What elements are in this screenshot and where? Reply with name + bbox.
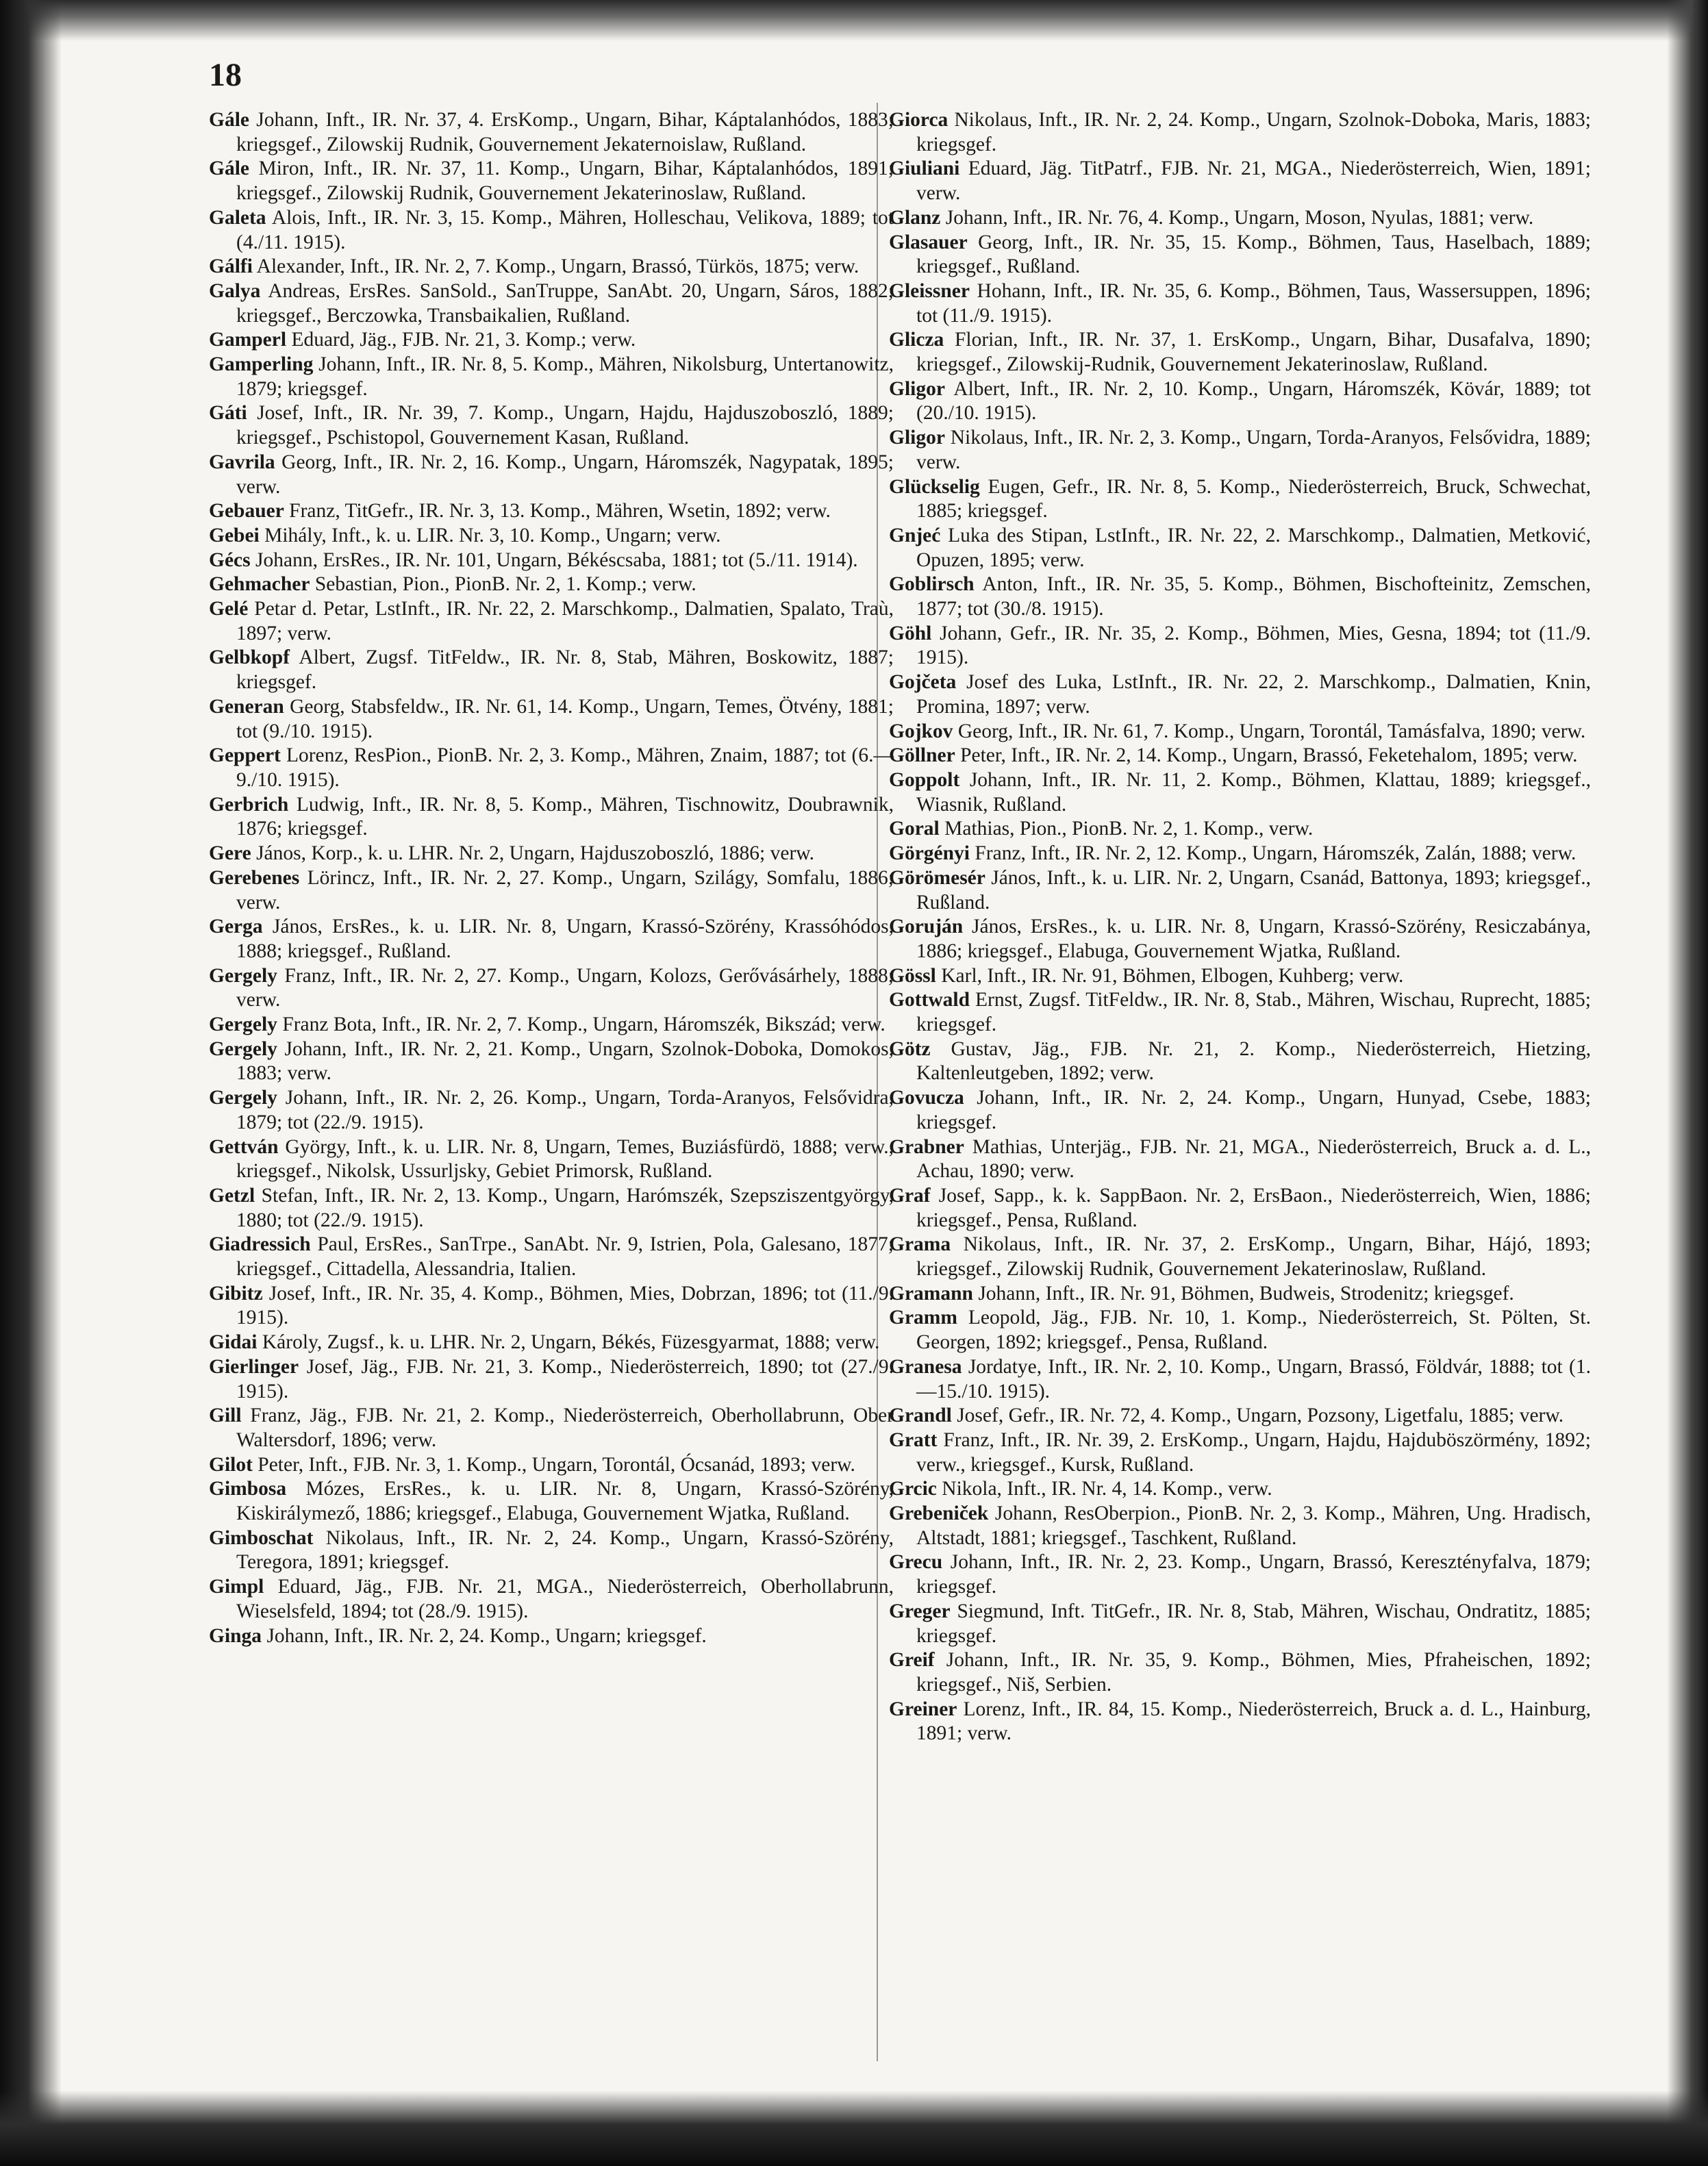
entry-surname: Gergely [209,1037,277,1060]
entry-surname: Gále [209,109,249,131]
entry-details: Mathias, Unterjäg., FJB. Nr. 21, MGA., Niederösterreich, Bruck a. d. L., Achau, 1890; verw. [916,1135,1591,1183]
entry-surname: Gottwald [889,989,970,1011]
entry-surname: Goral [889,818,940,840]
entry-details: Josef, Gefr., IR. Nr. 72, 4. Komp., Ungarn, Pozsony, Ligetfalu, 1885; verw. [951,1405,1564,1427]
entry-details: Josef des Luka, LstInft., IR. Nr. 22, 2. Marschkomp., Dalmatien, Knin, Promina, 1897; verw. [916,671,1591,718]
entry-details: Johann, Inft., IR. Nr. 2, 24. Komp., Ungarn; kriegsgef. [262,1624,707,1647]
register-entry [889,426,1591,475]
entry-surname: Gebauer [209,500,284,522]
entry-surname: Giuliani [889,158,960,180]
entry-details: Johann, Inft., IR. Nr. 37, 4. ErsKomp., Ungarn, Bihar, Káptalanhódos, 1883; kriegsgef., Zilowskij Rudnik, Gouvernement Jekaternoislaw, Rußland. [236,109,894,155]
register-entry [209,1526,894,1575]
entry-surname: Glanz [889,206,941,229]
entry-details: Siegmund, Inft. TitGefr., IR. Nr. 8, Stab, Mähren, Wischau, Ondratitz, 1885; kriegsgef. [916,1600,1591,1647]
register-entry [209,1233,894,1281]
entry-details: Peter, Inft., IR. Nr. 2, 14. Komp., Ungarn, Brassó, Feketehalom, 1895; verw. [955,744,1578,767]
entry-surname: Gergely [209,1087,277,1109]
register-entry [209,744,894,792]
entry-surname: Gligor [889,427,945,449]
entry-details: Josef, Jäg., FJB. Nr. 21, 3. Komp., Niederösterreich, 1890; tot (27./9. 1915). [236,1355,894,1402]
register-entry [889,206,1591,231]
entry-surname: Gimbosa [209,1478,287,1500]
register-entry [209,451,894,499]
register-entry [209,549,894,573]
entry-surname: Grecu [889,1551,943,1574]
entry-surname: Grebeniček [889,1502,989,1525]
entry-details: Luka des Stipan, LstInft., IR. Nr. 22, 2. Marschkomp., Dalmatien, Metković, Opuzen, 1895; verw. [916,524,1591,571]
register-entry [889,524,1591,572]
entry-details: Lörincz, Inft., IR. Nr. 2, 27. Komp., Ungarn, Szilágy, Somfalu, 1886; verw. [236,866,894,914]
entry-details: Miron, Inft., IR. Nr. 37, 11. Komp., Ungarn, Bihar, Káptalanhódos, 1891; kriegsgef., Zilowskij Rudnik, Gouvernement Jekaterinoslaw, Rußland. [236,158,894,205]
entry-surname: Gidai [209,1331,258,1354]
entry-surname: Gilot [209,1453,253,1476]
entry-surname: Gálfi [209,255,253,278]
register-entry [889,1184,1591,1233]
entry-surname: Gettván [209,1135,279,1158]
entry-details: Eugen, Gefr., IR. Nr. 8, 5. Komp., Niederösterreich, Bruck, Schwechat, 1885; kriegsgef. [916,475,1591,522]
entry-details: Hohann, Inft., IR. Nr. 35, 6. Komp., Böhmen, Taus, Wassersuppen, 1896; tot (11./9. 1915). [916,279,1591,327]
register-entry [209,1013,894,1037]
register-entry [209,866,894,915]
entry-surname: Gavrila [209,451,275,473]
scan-shadow-right [1667,0,1708,2166]
entry-details: Georg, Inft., IR. Nr. 35, 15. Komp., Böhmen, Taus, Haselbach, 1889; kriegsgef., Rußland. [916,231,1591,278]
register-entry [209,401,894,450]
entry-surname: Gill [209,1405,242,1427]
entry-surname: Goblirsch [889,573,975,596]
register-entry [209,793,894,842]
entry-surname: Galeta [209,206,266,229]
register-entry [889,622,1591,670]
register-entry [889,1648,1591,1697]
entry-surname: Gojčeta [889,671,957,694]
register-entry [209,1624,894,1649]
entry-surname: Gierlinger [209,1355,299,1378]
register-entry [889,1086,1591,1135]
entry-details: Florian, Inft., IR. Nr. 37, 1. ErsKomp., Ungarn, Bihar, Dusafalva, 1890; kriegsgef., Zilowskij-Rudnik, Gouvernement Jekaterinoslaw, Rußland. [916,329,1591,376]
entry-surname: Grabner [889,1135,964,1158]
entry-details: Karl, Inft., IR. Nr. 91, Böhmen, Elbogen, Kuhberg; verw. [935,964,1404,987]
entry-surname: Gössl [889,964,936,987]
entry-details: Franz, Inft., IR. Nr. 2, 12. Komp., Ungarn, Háromszék, Zalán, 1888; verw. [970,842,1577,865]
register-entry [889,231,1591,279]
register-entry [209,842,894,866]
entry-details: Peter, Inft., FJB. Nr. 3, 1. Komp., Ungarn, Torontál, Ócsanád, 1893; verw. [252,1453,855,1476]
entry-surname: Gelbkopf [209,646,290,669]
entry-details: Nikolaus, Inft., IR. Nr. 2, 24. Komp., Ungarn, Szolnok-Doboka, Maris, 1883; kriegsgef. [916,109,1591,155]
entry-surname: Gramann [889,1282,973,1305]
entry-details: Albert, Zugsf. TitFeldw., IR. Nr. 8, Stab, Mähren, Boskowitz, 1887; kriegsgef. [236,646,894,694]
entry-details: György, Inft., k. u. LIR. Nr. 8, Ungarn, Temes, Buziásfürdö, 1888; verw., kriegsgef., Nikolsk, Ussurljsky, Gebiet Primorsk, Rußland. [236,1135,894,1183]
entry-surname: Greger [889,1600,951,1622]
register-entry [209,255,894,279]
entry-details: Alexander, Inft., IR. Nr. 2, 7. Komp., Ungarn, Brassó, Türkös, 1875; verw. [252,255,859,278]
entry-details: Nikolaus, Inft., IR. Nr. 37, 2. ErsKomp., Ungarn, Bihar, Hájó, 1893; kriegsgef., Zilowskij Rudnik, Gouvernement Jekaterinoslaw, Rußland. [916,1233,1591,1281]
register-entry [209,1477,894,1526]
register-entry [889,744,1591,768]
register-entry [209,1404,894,1452]
entry-surname: Gerbrich [209,793,289,816]
register-entry [889,670,1591,719]
register-entry [889,377,1591,426]
entry-details: Franz, TitGefr., IR. Nr. 3, 13. Komp., Mähren, Wsetin, 1892; verw. [284,500,831,522]
entry-details: Gustav, Jäg., FJB. Nr. 21, 2. Komp., Niederösterreich, Hietzing, Kaltenleutgeben, 1892; verw. [916,1037,1591,1085]
entry-surname: Grcic [889,1478,937,1500]
register-entry [889,817,1591,842]
entry-surname: Gramm [889,1307,957,1329]
entry-details: Sebastian, Pion., PionB. Nr. 2, 1. Komp.; verw. [310,573,696,596]
entry-details: Johann, Inft., IR. Nr. 2, 21. Komp., Ungarn, Szolnok-Doboka, Domokos, 1883; verw. [236,1037,894,1085]
entry-surname: Glicza [889,329,944,351]
register-entry [889,1477,1591,1502]
entry-details: Leopold, Jäg., FJB. Nr. 10, 1. Komp., Niederösterreich, St. Pölten, St. Georgen, 1892; kriegsgef., Pensa, Rußland. [916,1307,1591,1354]
entry-surname: Göhl [889,622,932,644]
entry-surname: Gelé [209,598,249,620]
entry-details: Mihály, Inft., k. u. LIR. Nr. 3, 10. Komp., Ungarn; verw. [259,524,721,546]
entry-surname: Gále [209,158,249,180]
register-entry [889,1037,1591,1086]
entry-details: Károly, Zugsf., k. u. LHR. Nr. 2, Ungarn, Békés, Füzesgyarmat, 1888; verw. [257,1331,880,1354]
page-number: 18 [209,57,242,93]
register-entry [889,328,1591,377]
entry-surname: Giorca [889,109,949,131]
entry-details: Nikola, Inft., IR. Nr. 4, 14. Komp., verw. [936,1478,1272,1500]
register-entry [209,646,894,694]
entry-details: Franz, Inft., IR. Nr. 2, 27. Komp., Ungarn, Kolozs, Gerővásárhely, 1888; verw. [236,964,894,1011]
entry-details: Albert, Inft., IR. Nr. 2, 10. Komp., Ungarn, Háromszék, Kövár, 1889; tot (20./10. 1915). [916,377,1591,425]
entry-surname: Gojkov [889,720,953,742]
register-entry [889,157,1591,205]
register-entry [889,572,1591,621]
entry-surname: Gergely [209,964,277,987]
register-entry [209,108,894,157]
register-entry [209,1331,894,1355]
register-entry [889,1428,1591,1477]
register-entry [889,1698,1591,1746]
entry-surname: Gamperl [209,329,287,351]
register-entry [889,964,1591,989]
entry-details: Jordatye, Inft., IR. Nr. 2, 10. Komp., Ungarn, Brassó, Földvár, 1888; tot (1.—15./10. 1915). [916,1355,1591,1402]
register-entry [209,1575,894,1624]
register-entry [889,1404,1591,1428]
entry-details: Eduard, Jäg., FJB. Nr. 21, MGA., Niederösterreich, Oberhollabrunn, Wieselsfeld, 1894; tot (28./9. 1915). [236,1576,894,1622]
entry-details: Franz Bota, Inft., IR. Nr. 2, 7. Komp., Ungarn, Háromszék, Bikszád; verw. [277,1013,886,1036]
entry-details: Ludwig, Inft., IR. Nr. 8, 5. Komp., Mähren, Tischnowitz, Doubrawnik, 1876; kriegsgef. [236,793,894,840]
entry-details: Johann, Inft., IR. Nr. 2, 24. Komp., Ungarn, Hunyad, Csebe, 1883; kriegsgef. [916,1087,1591,1133]
entry-details: Johann, ResOberpion., PionB. Nr. 2, 3. Komp., Mähren, Ung. Hradisch, Altstadt, 1881; kriegsgef., Taschkent, Rußland. [916,1502,1591,1549]
register-entry [889,108,1591,157]
register-entry [209,524,894,549]
entry-surname: Götz [889,1037,931,1060]
entry-details: Josef, Inft., IR. Nr. 39, 7. Komp., Ungarn, Hajdu, Hajduszoboszló, 1889; kriegsgef., Pschistopol, Gouvernement Kasan, Rußland. [236,402,894,449]
entry-details: Johann, Inft., IR. Nr. 8, 5. Komp., Mähren, Nikolsburg, Untertanowitz, 1879; kriegsgef. [236,353,894,400]
register-entry [209,206,894,255]
entry-surname: Göllner [889,744,955,767]
register-entry [889,866,1591,915]
entry-surname: Gehmacher [209,573,310,596]
entry-surname: Gleissner [889,279,970,302]
entry-surname: Granesa [889,1355,962,1378]
entry-details: Johann, Inft., IR. Nr. 91, Böhmen, Budweis, Strodenitz; kriegsgef. [972,1282,1514,1305]
register-entry [889,1135,1591,1184]
entry-details: Johann, Gefr., IR. Nr. 35, 2. Komp., Böhmen, Mies, Gesna, 1894; tot (11./9. 1915). [916,622,1591,669]
entry-surname: Gamperling [209,353,314,376]
register-entry [209,499,894,524]
entry-details: Lorenz, Inft., IR. 84, 15. Komp., Niederösterreich, Bruck a. d. L., Hainburg, 1891; verw. [916,1698,1591,1745]
register-entry [889,1282,1591,1307]
entry-surname: Getzl [209,1184,255,1207]
register-entry [889,915,1591,964]
register-entry [209,1037,894,1086]
entry-surname: Gligor [889,377,945,400]
entry-details: Johann, ErsRes., IR. Nr. 101, Ungarn, Békéscsaba, 1881; tot (5./11. 1914). [250,549,858,571]
scan-shadow-left [0,0,62,2166]
register-entry [889,475,1591,524]
entry-details: Eduard, Jäg., FJB. Nr. 21, 3. Komp.; verw. [286,329,636,351]
register-entry [209,157,894,205]
register-entry [209,279,894,328]
register-entry [209,695,894,744]
entry-details: Stefan, Inft., IR. Nr. 2, 13. Komp., Ungarn, Harómszék, Szepsziszentgyörgy, 1880; tot (22./9. 1915). [236,1184,894,1231]
register-entry [889,1355,1591,1404]
entry-details: Franz, Inft., IR. Nr. 39, 2. ErsKomp., Ungarn, Hajdu, Hajduböszörmény, 1892; verw., kriegsgef., Kursk, Rußland. [916,1428,1591,1476]
entry-surname: Gergely [209,1013,277,1036]
entry-surname: Grandl [889,1405,952,1427]
entry-surname: Gáti [209,402,247,425]
register-entry [209,915,894,964]
entry-surname: Görömesér [889,866,985,889]
entry-details: János, Korp., k. u. LHR. Nr. 2, Ungarn, Hajduszoboszló, 1886; verw. [251,842,815,865]
entry-surname: Geppert [209,744,281,767]
entry-details: Johann, Inft., IR. Nr. 11, 2. Komp., Böhmen, Klattau, 1889; kriegsgef., Wiasnik, Rußland. [916,768,1591,816]
register-entry [209,1135,894,1184]
entry-surname: Gimpl [209,1576,264,1598]
entry-surname: Glasauer [889,231,968,253]
register-entry [889,988,1591,1037]
register-entry [209,1453,894,1478]
register-entry [889,720,1591,744]
register-entry [889,279,1591,328]
entry-details: Paul, ErsRes., SanTrpe., SanAbt. Nr. 9, Istrien, Pola, Galesano, 1877; kriegsgef., Cittadella, Alessandria, Italien. [236,1233,894,1281]
register-entry [209,353,894,401]
scan-shadow-bottom [0,2091,1708,2166]
register-entry [209,1355,894,1404]
entry-details: Ernst, Zugsf. TitFeldw., IR. Nr. 8, Stab., Mähren, Wischau, Ruprecht, 1885; kriegsgef. [916,989,1591,1036]
entry-details: János, Inft., k. u. LIR. Nr. 2, Ungarn, Csanád, Battonya, 1893; kriegsgef., Rußland. [916,866,1591,914]
register-entry [889,1550,1591,1599]
entry-details: Johann, Inft., IR. Nr. 2, 26. Komp., Ungarn, Torda-Aranyos, Felsővidra, 1879; tot (22./9. 1915). [236,1087,894,1133]
entry-surname: Greiner [889,1698,957,1720]
entry-surname: Govucza [889,1087,964,1109]
entry-surname: Generan [209,695,284,718]
register-entry [889,1502,1591,1550]
register-entry [209,572,894,597]
entry-details: Georg, Stabsfeldw., IR. Nr. 61, 14. Komp., Ungarn, Temes, Ötvény, 1881; tot (9./10. 1915). [236,695,894,742]
entry-details: János, ErsRes., k. u. LIR. Nr. 8, Ungarn, Krassó-Szörény, Krassóhódos, 1888; kriegsgef., Rußland. [236,916,894,962]
register-entry [889,1306,1591,1355]
entry-surname: Goruján [889,916,964,938]
entry-details: Petar d. Petar, LstInft., IR. Nr. 22, 2. Marschkomp., Dalmatien, Spalato, Traù, 1897; verw. [236,598,894,644]
entry-details: János, ErsRes., k. u. LIR. Nr. 8, Ungarn, Krassó-Szörény, Resiczabánya, 1886; kriegsgef., Elabuga, Gouvernement Wjatka, Rußland. [916,916,1591,962]
entry-details: Nikolaus, Inft., IR. Nr. 2, 24. Komp., Ungarn, Krassó-Szörény, Teregora, 1891; kriegsgef. [236,1526,894,1574]
entry-details: Josef, Inft., IR. Nr. 35, 4. Komp., Böhmen, Mies, Dobrzan, 1896; tot (11./9. 1915). [236,1282,894,1329]
entry-surname: Gnjeć [889,524,941,546]
entry-surname: Gerebenes [209,866,300,889]
entry-surname: Grama [889,1233,951,1256]
register-entry [889,1600,1591,1648]
entry-details: Johann, Inft., IR. Nr. 35, 9. Komp., Böhmen, Mies, Pfraheischen, 1892; kriegsgef., Niš, Serbien. [916,1649,1591,1696]
entry-surname: Goppolt [889,768,960,791]
entry-details: Alois, Inft., IR. Nr. 3, 15. Komp., Mähren, Holleschau, Velikova, 1889; tot (4./11. 1915). [236,206,894,253]
register-entry [209,1086,894,1135]
register-entry [209,328,894,353]
entry-surname: Gerga [209,916,263,938]
register-entry [209,597,894,646]
right-column [889,108,1591,1746]
entry-details: Georg, Inft., IR. Nr. 2, 16. Komp., Ungarn, Háromszék, Nagypatak, 1895; verw. [236,451,894,498]
entry-surname: Galya [209,279,261,302]
entry-details: Josef, Sapp., k. k. SappBaon. Nr. 2, ErsBaon., Niederösterreich, Wien, 1886; kriegsgef., Pensa, Rußland. [916,1184,1591,1231]
entry-surname: Graf [889,1184,931,1207]
entry-surname: Gere [209,842,251,865]
entry-surname: Gebei [209,524,260,546]
entry-surname: Greif [889,1649,935,1672]
entry-details: Johann, Inft., IR. Nr. 2, 23. Komp., Ungarn, Brassó, Keresztényfalva, 1879; kriegsgef. [916,1551,1591,1598]
entry-details: Mózes, ErsRes., k. u. LIR. Nr. 8, Ungarn, Krassó-Szörény, Kiskirálymező, 1886; kriegsgef., Elabuga, Gouvernement Wjatka, Rußland. [236,1478,894,1525]
register-entry [209,1282,894,1331]
entry-surname: Giadressich [209,1233,311,1256]
entry-details: Eduard, Jäg. TitPatrf., FJB. Nr. 21, MGA., Niederösterreich, Wien, 1891; verw. [916,158,1591,205]
scan-shadow-top [0,0,1708,41]
entry-surname: Gimboschat [209,1526,314,1549]
register-entry [889,842,1591,866]
entry-surname: Gratt [889,1428,938,1451]
entry-details: Andreas, ErsRes. SanSold., SanTruppe, SanAbt. 20, Ungarn, Sáros, 1882; kriegsgef., Berczowka, Transbaikalien, Rußland. [236,279,894,327]
entry-details: Anton, Inft., IR. Nr. 35, 5. Komp., Böhmen, Bischofteinitz, Zemschen, 1877; tot (30./8. 1915). [916,573,1591,620]
register-entry [209,964,894,1013]
register-entry [889,768,1591,817]
entry-details: Mathias, Pion., PionB. Nr. 2, 1. Komp., verw. [939,818,1314,840]
entry-details: Lorenz, ResPion., PionB. Nr. 2, 3. Komp., Mähren, Znaim, 1887; tot (6.—9./10. 1915). [236,744,894,791]
entry-surname: Gécs [209,549,251,571]
entry-surname: Glückselig [889,475,980,498]
entry-details: Johann, Inft., IR. Nr. 76, 4. Komp., Ungarn, Moson, Nyulas, 1881; verw. [940,206,1534,229]
register-entry [209,1184,894,1233]
register-entry [889,1233,1591,1281]
entry-details: Franz, Jäg., FJB. Nr. 21, 2. Komp., Niederösterreich, Oberhollabrunn, Ober Waltersdorf, 1896; verw. [236,1405,894,1451]
entry-details: Georg, Inft., IR. Nr. 61, 7. Komp., Ungarn, Torontál, Tamásfalva, 1890; verw. [953,720,1586,742]
entry-surname: Gibitz [209,1282,263,1305]
entry-details: Nikolaus, Inft., IR. Nr. 2, 3. Komp., Ungarn, Torda-Aranyos, Felsővidra, 1889; verw. [916,427,1591,473]
entry-surname: Ginga [209,1624,262,1647]
left-column [209,108,894,1648]
entry-surname: Görgényi [889,842,970,865]
